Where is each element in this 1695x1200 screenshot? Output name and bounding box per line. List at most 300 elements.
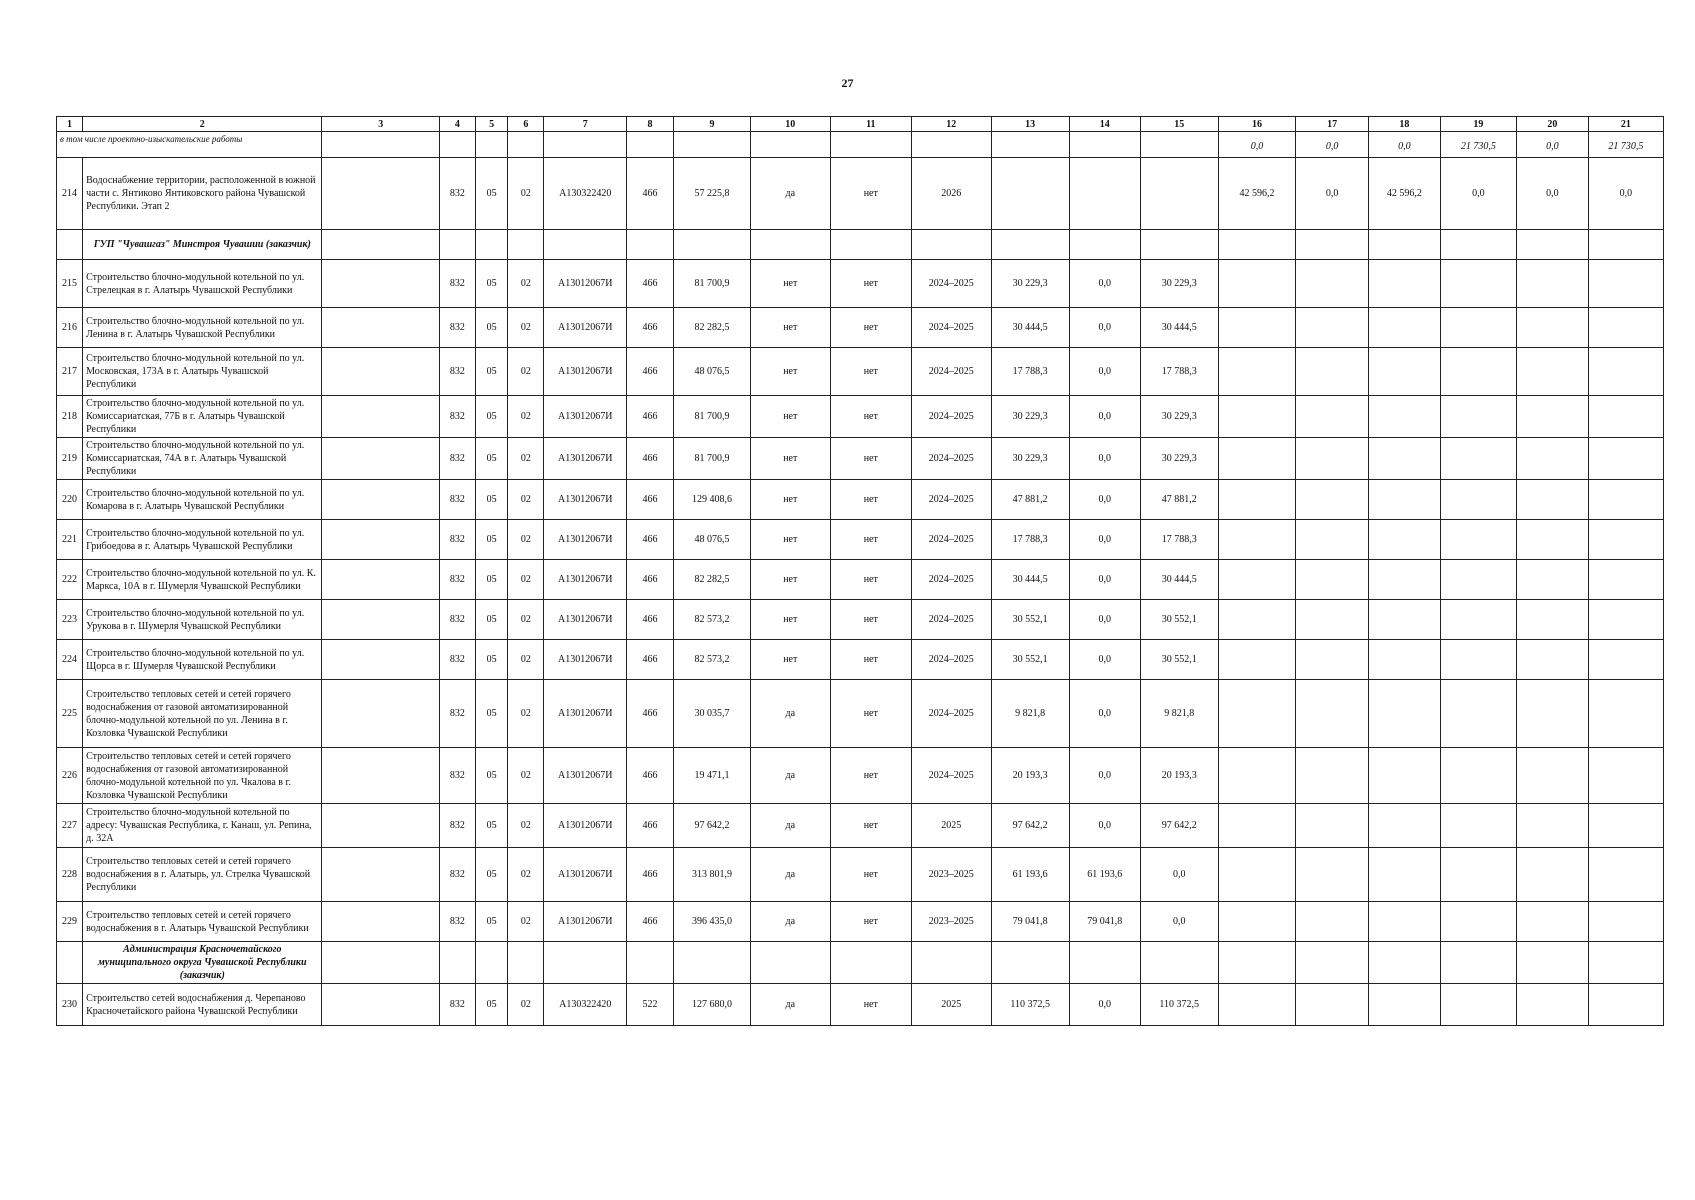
cell-col-16 bbox=[1218, 680, 1295, 748]
cell-col-10: да bbox=[751, 804, 830, 848]
cell-col-6: 02 bbox=[508, 600, 544, 640]
cell-col-4: 832 bbox=[439, 260, 475, 308]
cell-col-6: 02 bbox=[508, 348, 544, 396]
cell-col-16 bbox=[1218, 600, 1295, 640]
cell-col-18 bbox=[1369, 600, 1441, 640]
cell-col-6: 02 bbox=[508, 560, 544, 600]
cell-col-8: 466 bbox=[627, 902, 674, 942]
cell-col-10: нет bbox=[751, 640, 830, 680]
column-number-cell: 10 bbox=[751, 117, 830, 132]
cell-col-4: 832 bbox=[439, 520, 475, 560]
cell-col-7: А13012067И bbox=[544, 308, 627, 348]
cell-col-14: 79 041,8 bbox=[1069, 902, 1140, 942]
cell-col-18 bbox=[1369, 680, 1441, 748]
cell-col-12: 2024–2025 bbox=[912, 680, 991, 748]
column-number-cell: 4 bbox=[439, 117, 475, 132]
cell-col-14: 0,0 bbox=[1069, 438, 1140, 480]
cell-col-8: 466 bbox=[627, 848, 674, 902]
cell-col-17 bbox=[1296, 308, 1369, 348]
cell-col-3 bbox=[322, 396, 440, 438]
cell-col-11: нет bbox=[830, 158, 912, 230]
cell-col-12: 2025 bbox=[912, 984, 991, 1026]
cell-col-18 bbox=[1369, 348, 1441, 396]
cell-col-3 bbox=[322, 438, 440, 480]
cell-col-14: 0,0 bbox=[1069, 748, 1140, 804]
cell-col-13: 30 444,5 bbox=[991, 308, 1069, 348]
column-number-cell: 17 bbox=[1296, 117, 1369, 132]
table-row bbox=[57, 158, 1664, 230]
cell-col-13: 61 193,6 bbox=[991, 848, 1069, 902]
cell-col-21 bbox=[1588, 640, 1663, 680]
cell-col-10: да bbox=[751, 984, 830, 1026]
cell-col-17 bbox=[1296, 600, 1369, 640]
cell-col-3 bbox=[322, 600, 440, 640]
subtotal-value: 0,0 bbox=[1516, 132, 1588, 158]
subtotal-value bbox=[1069, 132, 1140, 158]
cell-col-3 bbox=[322, 680, 440, 748]
subtotal-value: 21 730,5 bbox=[1440, 132, 1516, 158]
cell-col-5: 05 bbox=[475, 520, 508, 560]
cell-col-13: 30 229,3 bbox=[991, 260, 1069, 308]
cell-col-19 bbox=[1440, 680, 1516, 748]
row-number: 229 bbox=[57, 902, 83, 942]
cell-col-7: А13012067И bbox=[544, 680, 627, 748]
cell-col-20 bbox=[1516, 260, 1588, 308]
cell-col-4: 832 bbox=[439, 560, 475, 600]
cell-col-14: 0,0 bbox=[1069, 560, 1140, 600]
column-number-cell: 21 bbox=[1588, 117, 1663, 132]
cell-col-6: 02 bbox=[508, 396, 544, 438]
object-name: Строительство тепловых сетей и сетей горячего водоснабжения в г. Алатырь, ул. Стрелка Чувашской Республики bbox=[83, 848, 322, 902]
cell-col-15: 97 642,2 bbox=[1140, 804, 1218, 848]
column-number-cell: 8 bbox=[627, 117, 674, 132]
cell-col-14: 0,0 bbox=[1069, 520, 1140, 560]
cell-col-10: да bbox=[751, 902, 830, 942]
cell-col-7: А13012067И bbox=[544, 640, 627, 680]
subtotal-value bbox=[1140, 132, 1218, 158]
cell-col-15: 30 444,5 bbox=[1140, 308, 1218, 348]
table-row bbox=[57, 600, 1664, 640]
cell-col-4: 832 bbox=[439, 480, 475, 520]
cell-col-15: 20 193,3 bbox=[1140, 748, 1218, 804]
cell-col-5: 05 bbox=[475, 158, 508, 230]
cell-col-15: 30 229,3 bbox=[1140, 438, 1218, 480]
cell-col-11: нет bbox=[830, 438, 912, 480]
row-number: 220 bbox=[57, 480, 83, 520]
cell-col-12: 2024–2025 bbox=[912, 260, 991, 308]
column-number-cell: 12 bbox=[912, 117, 991, 132]
cell-col-20 bbox=[1516, 748, 1588, 804]
cell-col-19 bbox=[1440, 902, 1516, 942]
cell-col-7: А13012067И bbox=[544, 480, 627, 520]
cell-col-18 bbox=[1369, 480, 1441, 520]
table-row bbox=[57, 348, 1664, 396]
subtotal-value bbox=[751, 132, 830, 158]
cell-col-12: 2024–2025 bbox=[912, 748, 991, 804]
cell-col-9: 30 035,7 bbox=[673, 680, 750, 748]
row-number: 214 bbox=[57, 158, 83, 230]
row-number: 228 bbox=[57, 848, 83, 902]
cell-col-10: нет bbox=[751, 260, 830, 308]
cell-col-16: 42 596,2 bbox=[1218, 158, 1295, 230]
cell-col-19 bbox=[1440, 348, 1516, 396]
column-number-cell: 16 bbox=[1218, 117, 1295, 132]
cell-col-21 bbox=[1588, 308, 1663, 348]
cell-col-21 bbox=[1588, 560, 1663, 600]
table-row bbox=[57, 396, 1664, 438]
table-row bbox=[57, 804, 1664, 848]
cell-col-9: 127 680,0 bbox=[673, 984, 750, 1026]
cell-col-3 bbox=[322, 804, 440, 848]
cell-col-16 bbox=[1218, 804, 1295, 848]
cell-col-6: 02 bbox=[508, 520, 544, 560]
cell-col-21 bbox=[1588, 480, 1663, 520]
cell-col-11: нет bbox=[830, 748, 912, 804]
cell-col-19 bbox=[1440, 600, 1516, 640]
cell-col-19 bbox=[1440, 260, 1516, 308]
column-number-cell: 2 bbox=[83, 117, 322, 132]
cell-col-20 bbox=[1516, 348, 1588, 396]
cell-col-7: А13012067И bbox=[544, 560, 627, 600]
cell-col-4: 832 bbox=[439, 438, 475, 480]
cell-col-16 bbox=[1218, 348, 1295, 396]
row-number: 225 bbox=[57, 680, 83, 748]
cell-col-12: 2024–2025 bbox=[912, 560, 991, 600]
cell-col-14: 0,0 bbox=[1069, 680, 1140, 748]
cell-col-5: 05 bbox=[475, 260, 508, 308]
table-row bbox=[57, 520, 1664, 560]
cell-col-12: 2024–2025 bbox=[912, 438, 991, 480]
cell-col-12: 2024–2025 bbox=[912, 480, 991, 520]
cell-col-7: А13012067И bbox=[544, 748, 627, 804]
cell-col-11: нет bbox=[830, 640, 912, 680]
cell-col-19 bbox=[1440, 984, 1516, 1026]
cell-col-16 bbox=[1218, 640, 1295, 680]
cell-col-9: 82 282,5 bbox=[673, 560, 750, 600]
cell-col-5: 05 bbox=[475, 748, 508, 804]
cell-col-4: 832 bbox=[439, 748, 475, 804]
cell-col-4: 832 bbox=[439, 396, 475, 438]
cell-col-3 bbox=[322, 902, 440, 942]
cell-col-19 bbox=[1440, 308, 1516, 348]
cell-col-17: 0,0 bbox=[1296, 158, 1369, 230]
cell-col-3 bbox=[322, 560, 440, 600]
cell-col-11: нет bbox=[830, 520, 912, 560]
subtotal-value: 0,0 bbox=[1296, 132, 1369, 158]
cell-col-10: нет bbox=[751, 308, 830, 348]
cell-col-21 bbox=[1588, 804, 1663, 848]
cell-col-6: 02 bbox=[508, 308, 544, 348]
cell-col-21 bbox=[1588, 902, 1663, 942]
cell-col-14: 0,0 bbox=[1069, 600, 1140, 640]
cell-col-7: А13012067И bbox=[544, 848, 627, 902]
cell-col-17 bbox=[1296, 480, 1369, 520]
row-number: 221 bbox=[57, 520, 83, 560]
cell-col-5: 05 bbox=[475, 984, 508, 1026]
cell-col-16 bbox=[1218, 438, 1295, 480]
cell-col-9: 82 282,5 bbox=[673, 308, 750, 348]
cell-col-13 bbox=[991, 158, 1069, 230]
subtotal-value bbox=[439, 132, 475, 158]
cell-col-15: 47 881,2 bbox=[1140, 480, 1218, 520]
column-number-cell: 13 bbox=[991, 117, 1069, 132]
cell-col-18 bbox=[1369, 848, 1441, 902]
object-name: Строительство тепловых сетей и сетей горячего водоснабжения от газовой автоматизированной блочно-модульной котельной по ул. Ленина в г. Козловка Чувашской Республики bbox=[83, 680, 322, 748]
table-row bbox=[57, 902, 1664, 942]
cell-col-8: 466 bbox=[627, 308, 674, 348]
cell-col-8: 466 bbox=[627, 748, 674, 804]
page-number: 27 bbox=[841, 76, 854, 90]
group-num-cell bbox=[57, 942, 83, 984]
subtotal-value bbox=[475, 132, 508, 158]
cell-col-8: 522 bbox=[627, 984, 674, 1026]
cell-col-18: 42 596,2 bbox=[1369, 158, 1441, 230]
cell-col-16 bbox=[1218, 308, 1295, 348]
subtotal-label: в том числе проектно-изыскательские работы bbox=[57, 132, 322, 158]
column-number-cell: 7 bbox=[544, 117, 627, 132]
group-row bbox=[57, 942, 1664, 984]
cell-col-15: 110 372,5 bbox=[1140, 984, 1218, 1026]
subtotal-value bbox=[508, 132, 544, 158]
cell-col-15: 30 552,1 bbox=[1140, 600, 1218, 640]
cell-col-3 bbox=[322, 308, 440, 348]
cell-col-17 bbox=[1296, 640, 1369, 680]
cell-col-9: 129 408,6 bbox=[673, 480, 750, 520]
cell-col-21 bbox=[1588, 260, 1663, 308]
cell-col-8: 466 bbox=[627, 680, 674, 748]
cell-col-9: 48 076,5 bbox=[673, 348, 750, 396]
cell-col-9: 313 801,9 bbox=[673, 848, 750, 902]
cell-col-9: 81 700,9 bbox=[673, 396, 750, 438]
cell-col-10: нет bbox=[751, 600, 830, 640]
cell-col-6: 02 bbox=[508, 438, 544, 480]
cell-col-18 bbox=[1369, 902, 1441, 942]
cell-col-18 bbox=[1369, 560, 1441, 600]
cell-col-13: 47 881,2 bbox=[991, 480, 1069, 520]
cell-col-20: 0,0 bbox=[1516, 158, 1588, 230]
cell-col-12: 2026 bbox=[912, 158, 991, 230]
cell-col-5: 05 bbox=[475, 560, 508, 600]
subtotal-value bbox=[830, 132, 912, 158]
column-number-cell: 1 bbox=[57, 117, 83, 132]
cell-col-19 bbox=[1440, 748, 1516, 804]
cell-col-21 bbox=[1588, 748, 1663, 804]
cell-col-13: 30 229,3 bbox=[991, 438, 1069, 480]
cell-col-21: 0,0 bbox=[1588, 158, 1663, 230]
column-number-cell: 9 bbox=[673, 117, 750, 132]
cell-col-11: нет bbox=[830, 348, 912, 396]
cell-col-6: 02 bbox=[508, 680, 544, 748]
cell-col-5: 05 bbox=[475, 396, 508, 438]
cell-col-19 bbox=[1440, 848, 1516, 902]
cell-col-9: 396 435,0 bbox=[673, 902, 750, 942]
cell-col-4: 832 bbox=[439, 902, 475, 942]
cell-col-17 bbox=[1296, 748, 1369, 804]
cell-col-11: нет bbox=[830, 600, 912, 640]
row-number: 224 bbox=[57, 640, 83, 680]
object-name: Строительство блочно-модульной котельной по ул. Урукова в г. Шумерля Чувашской Республики bbox=[83, 600, 322, 640]
row-number: 215 bbox=[57, 260, 83, 308]
object-name: Строительство блочно-модульной котельной по адресу: Чувашская Республика, г. Канаш, ул. Репина, д. 32А bbox=[83, 804, 322, 848]
cell-col-16 bbox=[1218, 748, 1295, 804]
table-row bbox=[57, 260, 1664, 308]
cell-col-9: 97 642,2 bbox=[673, 804, 750, 848]
cell-col-20 bbox=[1516, 984, 1588, 1026]
column-number-cell: 19 bbox=[1440, 117, 1516, 132]
table-row bbox=[57, 680, 1664, 748]
cell-col-12: 2024–2025 bbox=[912, 348, 991, 396]
cell-col-17 bbox=[1296, 438, 1369, 480]
subtotal-row bbox=[57, 132, 1664, 158]
cell-col-4: 832 bbox=[439, 308, 475, 348]
cell-col-5: 05 bbox=[475, 480, 508, 520]
cell-col-9: 19 471,1 bbox=[673, 748, 750, 804]
table-row bbox=[57, 848, 1664, 902]
cell-col-10: нет bbox=[751, 560, 830, 600]
cell-col-19 bbox=[1440, 520, 1516, 560]
cell-col-17 bbox=[1296, 260, 1369, 308]
cell-col-6: 02 bbox=[508, 260, 544, 308]
cell-col-14: 0,0 bbox=[1069, 804, 1140, 848]
cell-col-21 bbox=[1588, 438, 1663, 480]
column-number-cell: 15 bbox=[1140, 117, 1218, 132]
cell-col-18 bbox=[1369, 260, 1441, 308]
cell-col-5: 05 bbox=[475, 600, 508, 640]
cell-col-14: 0,0 bbox=[1069, 640, 1140, 680]
cell-col-7: А13012067И bbox=[544, 438, 627, 480]
cell-col-3 bbox=[322, 480, 440, 520]
cell-col-19 bbox=[1440, 480, 1516, 520]
row-number: 230 bbox=[57, 984, 83, 1026]
cell-col-9: 82 573,2 bbox=[673, 600, 750, 640]
cell-col-21 bbox=[1588, 984, 1663, 1026]
cell-col-21 bbox=[1588, 348, 1663, 396]
cell-col-3 bbox=[322, 348, 440, 396]
cell-col-21 bbox=[1588, 848, 1663, 902]
cell-col-20 bbox=[1516, 902, 1588, 942]
cell-col-9: 82 573,2 bbox=[673, 640, 750, 680]
cell-col-13: 30 552,1 bbox=[991, 640, 1069, 680]
object-name: Строительство блочно-модульной котельной по ул. Ленина в г. Алатырь Чувашской Республики bbox=[83, 308, 322, 348]
group-row bbox=[57, 230, 1664, 260]
table-row bbox=[57, 480, 1664, 520]
cell-col-6: 02 bbox=[508, 748, 544, 804]
cell-col-7: А13012067И bbox=[544, 600, 627, 640]
cell-col-6: 02 bbox=[508, 640, 544, 680]
cell-col-10: да bbox=[751, 158, 830, 230]
cell-col-18 bbox=[1369, 308, 1441, 348]
cell-col-8: 466 bbox=[627, 600, 674, 640]
cell-col-19 bbox=[1440, 560, 1516, 600]
column-number-cell: 6 bbox=[508, 117, 544, 132]
cell-col-3 bbox=[322, 520, 440, 560]
cell-col-15: 0,0 bbox=[1140, 902, 1218, 942]
cell-col-9: 81 700,9 bbox=[673, 260, 750, 308]
cell-col-11: нет bbox=[830, 560, 912, 600]
row-number: 222 bbox=[57, 560, 83, 600]
cell-col-14: 0,0 bbox=[1069, 984, 1140, 1026]
cell-col-15: 30 229,3 bbox=[1140, 260, 1218, 308]
cell-col-8: 466 bbox=[627, 804, 674, 848]
column-number-cell: 20 bbox=[1516, 117, 1588, 132]
cell-col-20 bbox=[1516, 600, 1588, 640]
cell-col-13: 9 821,8 bbox=[991, 680, 1069, 748]
cell-col-15: 30 552,1 bbox=[1140, 640, 1218, 680]
cell-col-8: 466 bbox=[627, 158, 674, 230]
cell-col-3 bbox=[322, 748, 440, 804]
cell-col-18 bbox=[1369, 640, 1441, 680]
cell-col-5: 05 bbox=[475, 902, 508, 942]
cell-col-21 bbox=[1588, 520, 1663, 560]
cell-col-10: да bbox=[751, 848, 830, 902]
cell-col-11: нет bbox=[830, 480, 912, 520]
cell-col-16 bbox=[1218, 260, 1295, 308]
cell-col-14: 0,0 bbox=[1069, 480, 1140, 520]
cell-col-7: А13012067И bbox=[544, 520, 627, 560]
cell-col-5: 05 bbox=[475, 680, 508, 748]
subtotal-value: 21 730,5 bbox=[1588, 132, 1663, 158]
cell-col-6: 02 bbox=[508, 480, 544, 520]
cell-col-11: нет bbox=[830, 680, 912, 748]
cell-col-20 bbox=[1516, 480, 1588, 520]
cell-col-13: 79 041,8 bbox=[991, 902, 1069, 942]
cell-col-10: нет bbox=[751, 396, 830, 438]
cell-col-9: 48 076,5 bbox=[673, 520, 750, 560]
cell-col-8: 466 bbox=[627, 348, 674, 396]
cell-col-20 bbox=[1516, 560, 1588, 600]
cell-col-8: 466 bbox=[627, 260, 674, 308]
cell-col-14: 61 193,6 bbox=[1069, 848, 1140, 902]
cell-col-6: 02 bbox=[508, 902, 544, 942]
cell-col-16 bbox=[1218, 480, 1295, 520]
cell-col-15: 9 821,8 bbox=[1140, 680, 1218, 748]
cell-col-9: 57 225,8 bbox=[673, 158, 750, 230]
cell-col-3 bbox=[322, 158, 440, 230]
object-name: Строительство тепловых сетей и сетей горячего водоснабжения в г. Алатырь Чувашской Республики bbox=[83, 902, 322, 942]
cell-col-10: да bbox=[751, 680, 830, 748]
column-number-cell: 3 bbox=[322, 117, 440, 132]
cell-col-10: нет bbox=[751, 348, 830, 396]
cell-col-20 bbox=[1516, 848, 1588, 902]
cell-col-4: 832 bbox=[439, 984, 475, 1026]
cell-col-10: да bbox=[751, 748, 830, 804]
cell-col-14: 0,0 bbox=[1069, 396, 1140, 438]
cell-col-11: нет bbox=[830, 804, 912, 848]
cell-col-18 bbox=[1369, 438, 1441, 480]
object-name: Строительство блочно-модульной котельной по ул. Комарова в г. Алатырь Чувашской Республики bbox=[83, 480, 322, 520]
cell-col-21 bbox=[1588, 396, 1663, 438]
cell-col-4: 832 bbox=[439, 348, 475, 396]
cell-col-20 bbox=[1516, 438, 1588, 480]
cell-col-15: 17 788,3 bbox=[1140, 520, 1218, 560]
cell-col-10: нет bbox=[751, 438, 830, 480]
column-number-cell: 14 bbox=[1069, 117, 1140, 132]
cell-col-7: А13012067И bbox=[544, 902, 627, 942]
cell-col-13: 30 444,5 bbox=[991, 560, 1069, 600]
subtotal-value bbox=[544, 132, 627, 158]
cell-col-16 bbox=[1218, 396, 1295, 438]
cell-col-11: нет bbox=[830, 396, 912, 438]
cell-col-16 bbox=[1218, 902, 1295, 942]
cell-col-6: 02 bbox=[508, 984, 544, 1026]
subtotal-value: 0,0 bbox=[1369, 132, 1441, 158]
cell-col-18 bbox=[1369, 748, 1441, 804]
cell-col-15: 0,0 bbox=[1140, 848, 1218, 902]
cell-col-12: 2024–2025 bbox=[912, 308, 991, 348]
cell-col-12: 2024–2025 bbox=[912, 396, 991, 438]
table-row bbox=[57, 984, 1664, 1026]
row-number: 218 bbox=[57, 396, 83, 438]
